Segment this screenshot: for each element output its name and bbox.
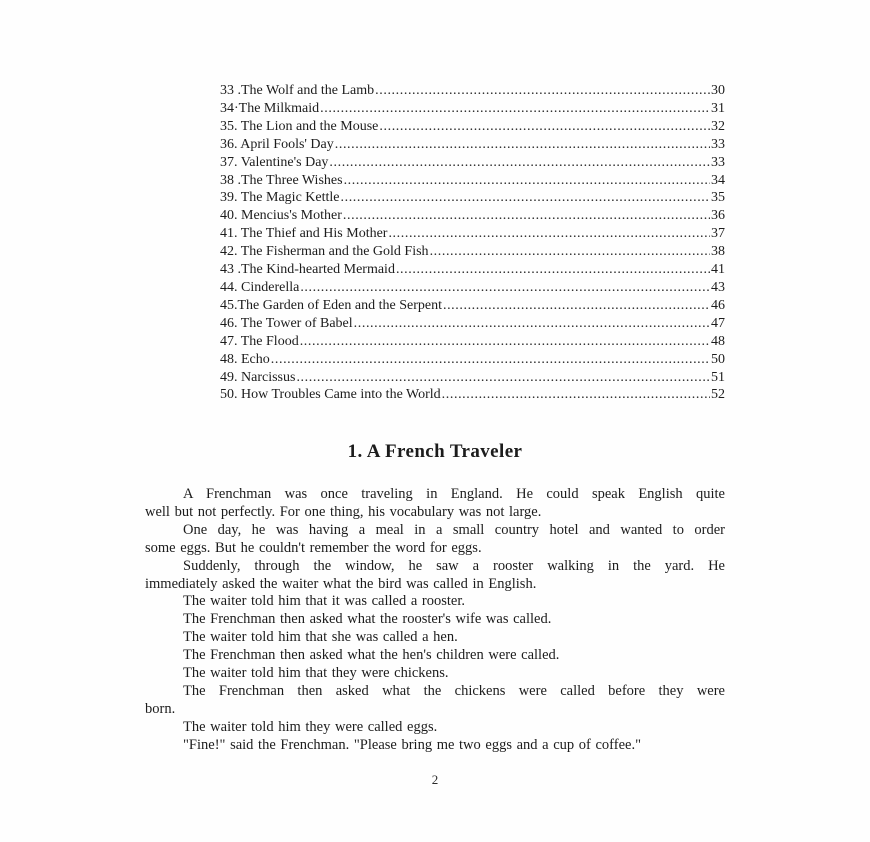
toc-entry xyxy=(220,189,725,207)
toc-entry xyxy=(220,154,725,172)
story-line: The waiter told him they were called eggs. xyxy=(183,718,438,735)
toc-entry xyxy=(220,279,725,297)
toc-entry-page: 36 xyxy=(711,208,725,224)
toc-entry-page: 43 xyxy=(711,279,725,295)
story-line: Suddenly, through the window, he saw a rooster walking in the yard. He xyxy=(183,557,725,574)
story-line: some eggs. But he couldn't remember the word for eggs. xyxy=(145,539,482,556)
story-title: 1. A French Traveler xyxy=(347,441,523,462)
dot-leader xyxy=(430,243,710,261)
toc-entry xyxy=(220,82,725,100)
story-body xyxy=(145,486,725,755)
toc-entry-title: 34·The Milkmaid xyxy=(220,100,320,116)
toc-entry-title: 46. The Tower of Babel xyxy=(220,315,353,331)
dot-leader xyxy=(379,118,710,136)
toc-entry-title: 45.The Garden of Eden and the Serpent xyxy=(220,297,442,313)
toc-entry xyxy=(220,172,725,190)
story-line: well but not perfectly. For one thing, his vocabulary was not large. xyxy=(145,503,542,520)
dot-leader xyxy=(354,315,710,333)
toc-entry-title: 42. The Fisherman and the Gold Fish xyxy=(220,244,429,260)
toc-entry-page: 51 xyxy=(711,369,725,385)
dot-leader xyxy=(375,82,710,100)
toc-entry-page: 37 xyxy=(711,226,725,242)
toc-entry-page: 30 xyxy=(711,83,725,98)
toc-entry-title: 48. Echo xyxy=(220,351,270,367)
toc-entry xyxy=(220,351,725,369)
toc-entry-title: 35. The Lion and the Mouse xyxy=(220,118,379,134)
toc-entry-page: 52 xyxy=(711,387,725,403)
toc-entry-title: 33 .The Wolf and the Lamb xyxy=(220,83,375,98)
dot-leader xyxy=(320,100,710,118)
toc-entry-page: 33 xyxy=(711,154,725,170)
dot-leader xyxy=(271,351,710,369)
dot-leader xyxy=(341,189,711,207)
toc-entry-title: 49. Narcissus xyxy=(220,369,296,385)
toc-entry-title: 50. How Troubles Came into the World xyxy=(220,387,441,403)
toc-entry-page: 34 xyxy=(711,172,725,188)
toc-entry xyxy=(220,315,725,333)
toc-entry-page: 35 xyxy=(711,190,725,206)
toc-entry-page: 46 xyxy=(711,297,725,313)
toc-entry xyxy=(220,225,725,243)
toc-entry xyxy=(220,297,725,315)
toc-entry-page: 48 xyxy=(711,333,725,349)
toc-entry-page: 47 xyxy=(711,315,725,331)
toc-entry xyxy=(220,369,725,387)
dot-leader xyxy=(300,279,710,297)
dot-leader xyxy=(335,136,710,154)
dot-leader xyxy=(388,225,710,243)
toc-entry xyxy=(220,207,725,225)
dot-leader xyxy=(300,333,710,351)
toc-entry-page: 31 xyxy=(711,100,725,116)
toc-entry-page: 50 xyxy=(711,351,725,367)
toc-entry-title: 40. Mencius's Mother xyxy=(220,208,342,224)
toc-entry-page: 33 xyxy=(711,136,725,152)
story-line: born. xyxy=(145,700,176,717)
toc-entry-page: 41 xyxy=(711,262,725,278)
toc-entry xyxy=(220,243,725,261)
toc-entry-title: 44. Cinderella xyxy=(220,279,300,295)
toc-entry xyxy=(220,136,725,154)
toc-entry-title: 43 .The Kind-hearted Mermaid xyxy=(220,262,395,278)
toc-entry xyxy=(220,100,725,118)
story-line: "Fine!" said the Frenchman. "Please bring me two eggs and a cup of coffee." xyxy=(183,736,641,753)
story-line: The Frenchman then asked what the chickens were called before they were xyxy=(183,682,725,699)
story-line: The Frenchman then asked what the hen's children were called. xyxy=(183,647,560,664)
toc-entry-title: 39. The Magic Kettle xyxy=(220,190,340,206)
toc-entry-page: 38 xyxy=(711,244,725,260)
toc-entry-title: 37. Valentine's Day xyxy=(220,154,329,170)
dot-leader xyxy=(396,261,710,279)
dot-leader xyxy=(329,154,710,172)
story-line: immediately asked the waiter what the bird was called in English. xyxy=(145,575,537,592)
story-line: The Frenchman then asked what the rooster's wife was called. xyxy=(183,611,552,628)
story-line: The waiter told him that they were chickens. xyxy=(183,665,449,682)
story-line: The waiter told him that she was called a hen. xyxy=(183,629,458,646)
page-number: 2 xyxy=(431,772,439,787)
dot-leader xyxy=(296,369,710,387)
toc-entry-page: 32 xyxy=(711,118,725,134)
dot-leader xyxy=(343,207,710,225)
toc-entry-title: 47. The Flood xyxy=(220,333,299,349)
dot-leader xyxy=(344,172,710,190)
toc-entry-title: 41. The Thief and His Mother xyxy=(220,226,388,242)
toc-entry xyxy=(220,386,725,404)
story-line: A Frenchman was once traveling in England. He could speak English quite xyxy=(183,486,725,502)
dot-leader xyxy=(442,386,710,404)
toc-entry xyxy=(220,118,725,136)
dot-leader xyxy=(443,297,710,315)
toc-entry xyxy=(220,261,725,279)
story-line: The waiter told him that it was called a rooster. xyxy=(183,593,466,610)
toc-entry-title: 38 .The Three Wishes xyxy=(220,172,343,188)
table-of-contents xyxy=(220,82,725,404)
toc-entry xyxy=(220,333,725,351)
story-line: One day, he was having a meal in a small country hotel and wanted to order xyxy=(183,521,725,538)
toc-entry-title: 36. April Fools' Day xyxy=(220,136,334,152)
